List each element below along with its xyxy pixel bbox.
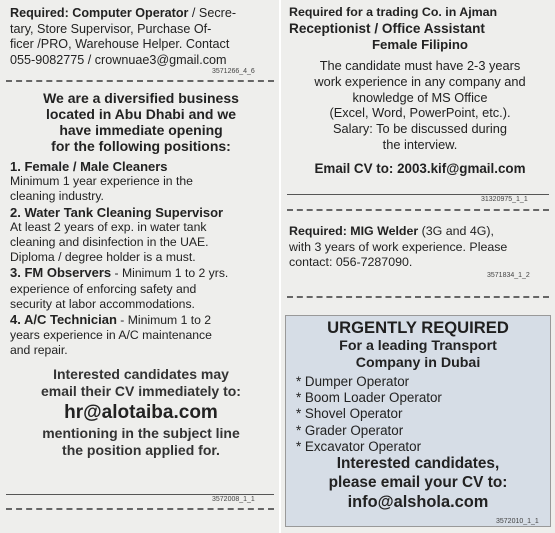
heading-line: located in Abu Dhabi and we — [45, 106, 237, 122]
position-desc: security at labor accommodations. — [10, 296, 195, 311]
ad-divider — [287, 194, 549, 195]
right-ads-column — [281, 0, 555, 533]
position-desc: years experience in A/C maintenance — [10, 328, 212, 343]
position-desc: - Minimum 1 to 2 yrs. — [111, 266, 229, 281]
subheading-line: Company in Dubai — [355, 355, 481, 371]
ad-subheading — [286, 338, 550, 372]
computer-operator-ad — [10, 6, 272, 68]
positions-list — [10, 159, 272, 359]
position-item — [10, 205, 272, 266]
list-item: * Boom Loader Operator — [296, 390, 442, 406]
job-title: Receptionist / Office Assistant — [289, 21, 485, 36]
list-item: * Grader Operator — [296, 422, 404, 438]
ad-line: ficer /PRO, Warehouse Helper. Contact — [10, 37, 230, 52]
list-item: * Dumper Operator — [296, 374, 410, 389]
footer-line: the position applied for. — [62, 441, 220, 458]
subheading-line: For a leading Transport — [339, 338, 497, 354]
ad-heading: URGENTLY REQUIRED — [327, 318, 509, 337]
position-title: 3. FM Observers — [10, 265, 112, 281]
position-desc: cleaning and disinfection in the UAE. — [10, 235, 209, 250]
position-desc: Minimum 1 year experience in the — [10, 174, 193, 189]
ad-reference-code: 3571834_1_2 — [487, 272, 530, 279]
cta-line: please email your CV to: — [328, 474, 508, 492]
desc-line: The candidate must have 2-3 years — [319, 58, 521, 73]
list-item: * Excavator Operator — [296, 438, 422, 454]
ad-heading — [10, 90, 272, 154]
ad-line: tary, Store Supervisor, Purchase Of- — [10, 21, 212, 36]
ad-heading: Required: MIG Welder — [289, 224, 419, 238]
ad-reference-code: 31320975_1_1 — [481, 196, 528, 203]
contact-email: hr@alotaiba.com — [64, 401, 218, 423]
contact-email: info@alshola.com — [347, 493, 489, 512]
cta-line: email their CV immediately to: — [41, 382, 241, 399]
ad-reference-code: 3572008_1_1 — [212, 496, 255, 503]
job-subtitle: Female Filipino — [372, 37, 468, 52]
positions-list — [286, 374, 550, 455]
subject-line-note — [10, 425, 272, 459]
ad-divider — [6, 494, 274, 495]
ad-reference-code: 3572010_1_1 — [496, 518, 539, 525]
position-title: 2. Water Tank Cleaning Supervisor — [10, 204, 224, 220]
ad-divider — [287, 209, 549, 211]
position-desc: and repair. — [10, 343, 68, 358]
heading-line: have immediate opening — [59, 122, 223, 138]
abu-dhabi-business-ad — [10, 90, 272, 459]
application-instructions — [286, 454, 550, 492]
footer-line: mentioning in the subject line — [42, 424, 240, 441]
contact-email: Email CV to: 2003.kif@gmail.com — [314, 160, 526, 176]
ad-line: with 3 years of work experience. Please — [289, 239, 508, 254]
ad-line: 055-9082775 / crownuae3@gmail.com — [10, 52, 227, 67]
ad-line — [10, 6, 272, 22]
position-desc: experience of enforcing safety and — [10, 281, 197, 296]
desc-line: (Excel, Word, PowerPoint, etc.). — [329, 105, 511, 121]
mig-welder-ad — [289, 224, 551, 271]
list-item: * Shovel Operator — [296, 406, 403, 422]
desc-line: work experience in any company and — [314, 73, 526, 89]
ad-text: / Secre- — [188, 6, 237, 20]
ad-line: contact: 056-7287090. — [289, 255, 413, 270]
ad-text: (3G and 4G), — [418, 224, 494, 238]
position-desc: At least 2 years of exp. in water tank — [10, 219, 207, 234]
position-title: 1. Female / Male Cleaners — [10, 159, 168, 174]
position-item — [10, 159, 272, 205]
ad-heading: Required: Computer Operator — [10, 6, 189, 20]
ad-divider — [287, 296, 549, 298]
position-item — [10, 265, 272, 312]
application-instructions — [10, 366, 272, 400]
position-desc: cleaning industry. — [10, 189, 104, 204]
position-desc: - Minimum 1 to 2 — [116, 313, 212, 328]
ad-heading: Required for a trading Co. in Ajman — [289, 5, 498, 19]
cta-line: Interested candidates, — [336, 455, 500, 473]
desc-line: the interview. — [382, 136, 458, 152]
ad-line — [289, 224, 551, 240]
job-description — [289, 58, 551, 153]
heading-line: for the following positions: — [51, 138, 231, 154]
desc-line: Salary: To be discussed during — [332, 121, 508, 137]
desc-line: knowledge of MS Office — [352, 89, 488, 105]
ad-reference-code: 3571266_4_6 — [212, 68, 255, 75]
cta-line: Interested candidates may — [53, 365, 229, 382]
ad-divider — [6, 80, 274, 82]
receptionist-ad — [289, 5, 551, 177]
position-desc: Diploma / degree holder is a must. — [10, 250, 196, 265]
ad-divider — [6, 508, 274, 510]
position-title: 4. A/C Technician — [10, 312, 117, 328]
heading-line: We are a diversified business — [43, 90, 239, 106]
transport-company-ad — [285, 315, 551, 527]
position-item — [10, 312, 272, 359]
